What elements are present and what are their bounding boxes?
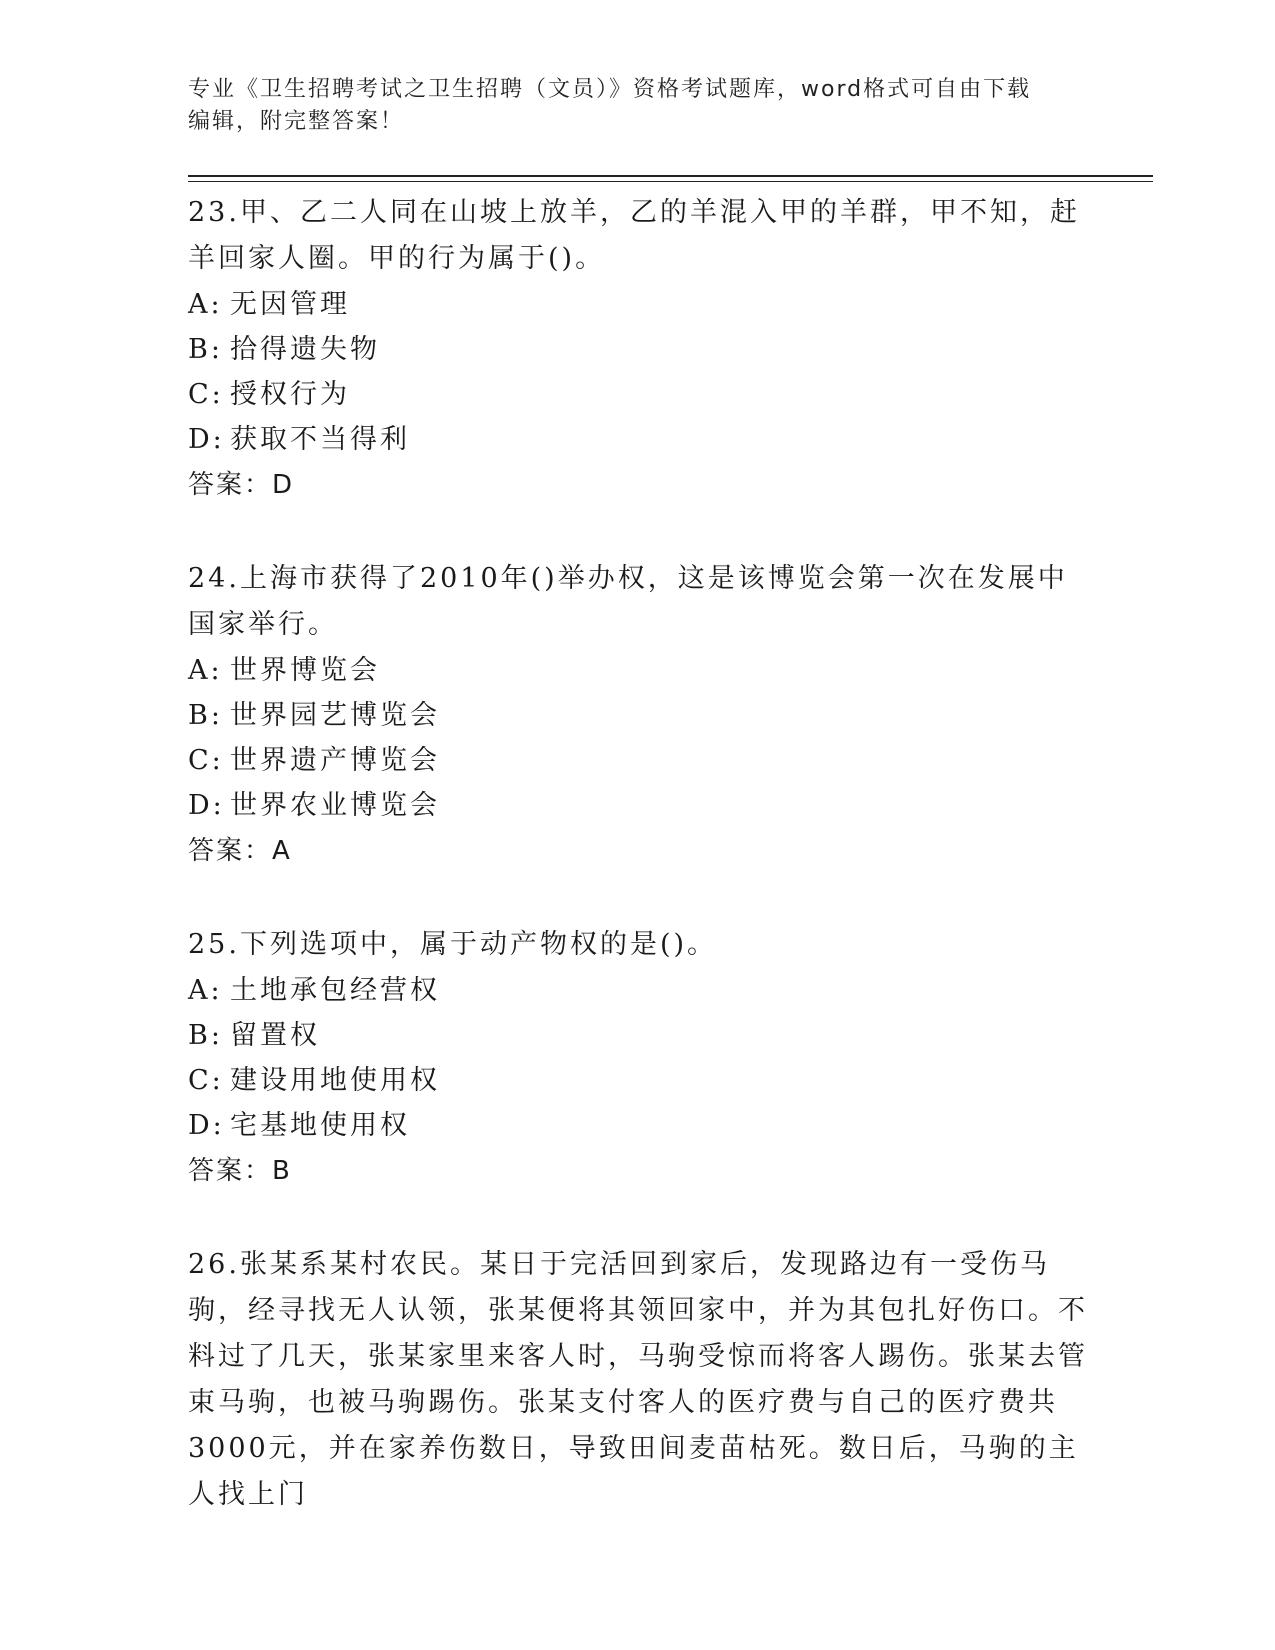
question-item <box>188 922 1088 1194</box>
option-key: C: <box>188 379 224 410</box>
option-b <box>188 693 1088 738</box>
option-text: 世界园艺博览会 <box>230 700 440 731</box>
option-text: 世界博览会 <box>230 655 380 686</box>
option-d <box>188 1103 1088 1148</box>
option-text: 授权行为 <box>230 379 350 410</box>
option-a <box>188 648 1088 693</box>
option-d <box>188 783 1088 828</box>
option-key: C: <box>188 1065 224 1096</box>
option-text: 拾得遗失物 <box>230 334 380 365</box>
question-item <box>188 556 1088 874</box>
question-stem: 24.上海市获得了2010年()举办权，这是该博览会第一次在发展中国家举行。 <box>188 563 1068 640</box>
question-list <box>188 190 1088 1566</box>
option-key: D: <box>188 1110 225 1141</box>
answer-line: 答案：A <box>188 836 292 866</box>
header-divider-thick <box>188 175 1153 177</box>
header-line-1: 专业《卫生招聘考试之卫生招聘（文员）》资格考试题库，word格式可自由下载 <box>188 77 1032 102</box>
option-key: D: <box>188 424 225 455</box>
question-stem: 23.甲、乙二人同在山坡上放羊，乙的羊混入甲的羊群，甲不知，赶羊回家人圈。甲的行为属于()。 <box>188 197 1080 274</box>
option-key: A: <box>188 975 223 1006</box>
option-key: A: <box>188 289 223 320</box>
option-key: A: <box>188 655 223 686</box>
option-text: 建设用地使用权 <box>230 1065 440 1096</box>
option-key: B: <box>188 700 223 731</box>
option-d <box>188 417 1088 462</box>
option-b <box>188 1013 1088 1058</box>
option-key: D: <box>188 790 225 821</box>
option-a <box>188 282 1088 327</box>
option-text: 宅基地使用权 <box>230 1110 410 1141</box>
option-text: 世界遗产博览会 <box>230 745 440 776</box>
header-divider-thin <box>188 181 1153 182</box>
option-text: 无因管理 <box>230 289 350 320</box>
option-c <box>188 372 1088 417</box>
option-c <box>188 1058 1088 1103</box>
option-key: C: <box>188 745 224 776</box>
header-line-2: 编辑，附完整答案！ <box>188 109 405 134</box>
option-text: 世界农业博览会 <box>230 790 440 821</box>
question-item <box>188 1242 1088 1518</box>
option-key: B: <box>188 334 223 365</box>
answer-line: 答案：D <box>188 470 295 500</box>
document-header-note <box>188 74 1088 138</box>
option-a <box>188 968 1088 1013</box>
option-key: B: <box>188 1020 223 1051</box>
option-b <box>188 327 1088 372</box>
option-c <box>188 738 1088 783</box>
question-stem: 25.下列选项中，属于动产物权的是()。 <box>188 929 718 960</box>
option-text: 土地承包经营权 <box>230 975 440 1006</box>
option-text: 留置权 <box>230 1020 320 1051</box>
answer-line: 答案：B <box>188 1156 292 1186</box>
option-text: 获取不当得利 <box>230 424 410 455</box>
question-stem: 26.张某系某村农民。某日于完活回到家后，发现路边有一受伤马驹，经寻找无人认领，张某便将其领回家中，并为其包扎好伤口。不料过了几天，张某家里来客人时，马驹受惊而将客人踢伤。张某去管束马驹，也被马驹踢伤。张某支付客人的医疗费与自己的医疗费共3000元，并在家养伤数日，导致田间麦苗枯死。数日后，马驹的主人找上门 <box>188 1249 1088 1510</box>
question-item <box>188 190 1088 508</box>
